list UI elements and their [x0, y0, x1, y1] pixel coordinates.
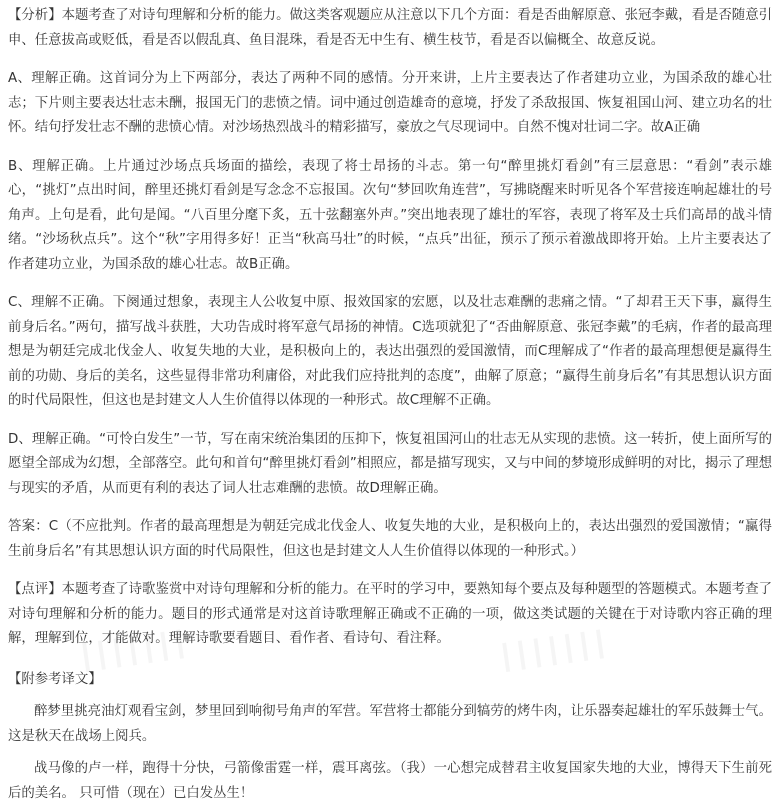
comment-paragraph — [8, 578, 772, 652]
option-a-paragraph: A、理解正确。这首词分为上下两部分，表达了两种不同的感情。分开来讲，上片主要表达了作者建功立业，为国杀敌的雄心壮志；下片则主要表达壮志未酬，报国无门的悲愤之情。词中通过创造雄奇的意境，抒发了杀敌报国、恢复祖国山河、建立功名的壮怀。结句抒发壮志不酬的悲愤心情。对沙场热烈战斗的精彩描写，豪放之气尽现词中。自然不愧对壮词二字。故A正确 — [8, 71, 772, 135]
comment-header: 【点评】 — [8, 582, 62, 597]
translation-header: 【附参考译文】 — [8, 671, 102, 687]
analysis-text: 本题考查了对诗句理解和分析的能力。做这类客观题应从注意以下几个方面：看是否曲解原意、张冠李戴，看是否随意引申、任意拔高或贬低，看是否以假乱真、鱼目混珠，看是否无中生有、横生枝节，看是否以偏概全、故意反说。 — [8, 8, 773, 48]
analysis-header: 【分析】 — [8, 8, 62, 23]
answer-paragraph: 答案：C（不应批判。作者的最高理想是为朝廷完成北伐金人、收复失地的大业，是积极向上的，表达出强烈的爱国激情；“赢得生前身后名”有其思想认识方面的时代局限性，但这也是封建文人人生价值得以体现的一种形式。） — [8, 519, 772, 559]
option-d-paragraph: D、理解正确。“可怜白发生”一节，写在南宋统治集团的压抑下，恢复祖国河山的壮志无从实现的悲愤。这一转折，使上面所写的愿望全部成为幻想，全部落空。此句和首句“醉里挑灯看剑”相照应，都是描写现实，又与中间的梦境形成鲜明的对比，揭示了理想与现实的矛盾，从而更有利的表达了词人壮志难酬的悲愤。故D理解正确。 — [8, 431, 772, 496]
option-c-paragraph: C、理解不正确。下阕通过想象，表现主人公收复中原、报效国家的宏愿，以及壮志难酬的悲痛之情。“了却君王天下事，赢得生前身后名。”两句，描写战斗获胜，大功告成时将军意气昂扬的神情。C选项就犯了“否曲解原意、张冠李戴”的毛病，作者的最高理想是为朝廷完成北伐金人、收复失地的大业，是积极向上的，表达出强烈的爱国激情，而C理解成了“作者的最高理想便是赢得生前的功勋、身后的美名，这些显得非常功利庸俗，对此我们应持批判的态度”，曲解了原意；“赢得生前身后名”有其思想认识方面的时代局限性，但这也是封建文人人生价值得以体现的一种形式。故C理解不正确。 — [8, 295, 772, 408]
comment-text: 本题考查了诗歌鉴赏中对诗句理解和分析的能力。在平时的学习中，要熟知每个要点及每种题型的答题模式。本题考查了对诗句理解和分析的能力。题目的形式通常是对这首诗歌理解正确或不正确的一项，做这类试题的关键在于对诗歌内容正确的理解，理解到位，才能做对。理解诗歌要看题目、看作者、看诗句、看注释。 — [8, 582, 773, 646]
analysis-paragraph — [8, 4, 772, 53]
option-b-paragraph: B、理解正确。上片通过沙场点兵场面的描绘，表现了将士昂扬的斗志。第一句“醉里挑灯看剑”有三层意思：“看剑”表示雄心，“挑灯”点出时间，醉里还挑灯看剑是写念念不忘报国。次句“梦回吹角连营”，写拂晓醒来时听见各个军营接连响起雄壮的号角声。上句是看，此句是闻。“八百里分麾下炙，五十弦翻塞外声。”突出地表现了雄壮的军容，表现了将军及士兵们高昂的战斗情绪。“沙场秋点兵”。这个“秋”字用得多好！正当“秋高马壮”的时候，“点兵”出征，预示了预示着激战即将开始。上片主要表达了作者建功立业，为国杀敌的雄心壮志。故B正确。 — [8, 158, 772, 272]
translation-paragraph-1: 醉梦里挑亮油灯观看宝剑，梦里回到响彻号角声的军营。军营将士都能分到犒劳的烤牛肉，让乐器奏起雄壮的军乐鼓舞士气。 这是秋天在战场上阅兵。 — [8, 704, 772, 744]
translation-paragraph-2: 战马像的卢一样，跑得十分快，弓箭像雷霆一样，震耳离弦。（我）一心想完成替君主收复国家失地的大业，博得天下生前死后的美名。 只可惜（现在）已白发丛生！ — [8, 761, 772, 801]
